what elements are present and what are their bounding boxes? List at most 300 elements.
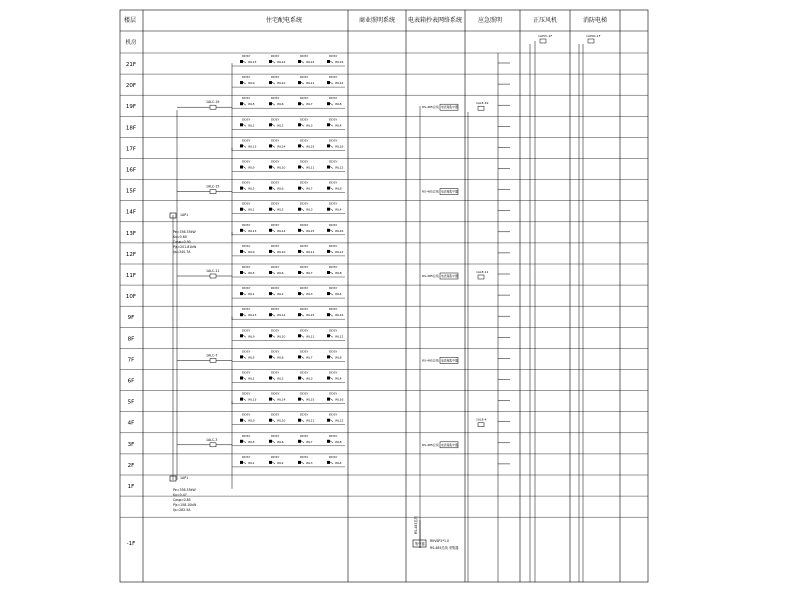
meter-breaker bbox=[301, 378, 304, 380]
floor-label: 17F bbox=[125, 146, 137, 153]
emergency-panel-box bbox=[478, 106, 484, 110]
dist-panel bbox=[206, 269, 219, 278]
meter-wl-label: WL14 bbox=[277, 313, 286, 318]
meter-top-label: DDSY bbox=[271, 370, 280, 375]
meter-symbol bbox=[327, 419, 330, 422]
meter-symbol bbox=[327, 250, 330, 253]
meter-top-label: DDSY bbox=[329, 286, 338, 291]
meter-symbol bbox=[327, 144, 330, 147]
load-calc-base bbox=[173, 488, 197, 512]
meter-top-label: DDSY bbox=[271, 412, 280, 417]
floor-label: 6F bbox=[127, 378, 135, 385]
meter-symbol bbox=[240, 250, 243, 253]
meter-top-label: DDSY bbox=[271, 349, 280, 354]
meter-top-label: DDSY bbox=[329, 433, 338, 438]
panels bbox=[170, 34, 601, 481]
meter-breaker bbox=[272, 188, 275, 190]
meter-top-label: DDSY bbox=[242, 159, 251, 164]
meter-box-label: 电表箱集中器 bbox=[441, 442, 458, 447]
meter-wl-label: WL3 bbox=[306, 207, 313, 212]
meter-breaker bbox=[301, 145, 304, 147]
meter-breaker bbox=[243, 124, 246, 126]
meter-top-label: DDSY bbox=[300, 391, 309, 396]
meter-top-label: DDSY bbox=[300, 201, 309, 206]
meter-breaker bbox=[330, 272, 333, 274]
meter-row bbox=[232, 434, 345, 446]
floor-label: 1F bbox=[127, 484, 135, 490]
meter-symbol bbox=[240, 144, 243, 147]
load-mid-cos: Cosφ=0.90 bbox=[173, 240, 191, 244]
meter-wl-label: WL12 bbox=[335, 334, 344, 339]
meter-symbol bbox=[269, 166, 272, 169]
meter-symbol bbox=[327, 187, 330, 190]
meter-top-label: DDSY bbox=[242, 96, 251, 101]
meter-box-label: 电表箱集中器 bbox=[441, 189, 458, 194]
meter-breaker bbox=[330, 314, 333, 316]
meter-wl-label: WL15 bbox=[306, 60, 315, 64]
floor-label: 13F bbox=[125, 230, 137, 237]
meter-wl-label: WL11 bbox=[306, 165, 315, 170]
meter-box-label: 电表箱集中器 bbox=[441, 358, 458, 363]
meter-breaker bbox=[243, 145, 246, 147]
meter-top-label: DDSY bbox=[329, 96, 338, 101]
meter-wl-label: WL1 bbox=[248, 123, 255, 128]
meter-wl-label: WL5 bbox=[248, 439, 255, 444]
meter-breaker bbox=[301, 293, 304, 295]
meter-row bbox=[232, 75, 345, 87]
meter-symbol bbox=[327, 313, 330, 316]
meter-wl-label: WL14 bbox=[277, 60, 286, 64]
meter-top-label: DDSY bbox=[271, 265, 280, 269]
meter-symbol bbox=[269, 60, 272, 63]
load-mid-ijs: Ijs=340.7A bbox=[173, 250, 191, 254]
fan-panel-box bbox=[540, 39, 546, 43]
floor-label: 16F bbox=[125, 167, 137, 174]
meter-symbol bbox=[240, 461, 243, 464]
meter-top-label: DDSY bbox=[300, 117, 309, 122]
meter-symbol bbox=[240, 187, 243, 190]
meter-top-label: DDSY bbox=[329, 201, 338, 206]
meter-wl-label: WL14 bbox=[277, 144, 286, 149]
meter-breaker bbox=[301, 209, 304, 211]
meter-symbol bbox=[298, 398, 301, 401]
meter-row bbox=[232, 392, 345, 404]
meter-symbol bbox=[269, 355, 272, 358]
basement-cable-label: RVVSP2*1.0 bbox=[430, 539, 450, 543]
emergency-panel-box bbox=[478, 275, 484, 279]
meter-symbol bbox=[298, 60, 301, 63]
meter-wl-label: WL2 bbox=[277, 207, 284, 212]
meter-top-label: DDSY bbox=[242, 138, 251, 143]
meter-breaker bbox=[272, 103, 275, 105]
meter-breaker bbox=[272, 145, 275, 147]
meter-wl-label: WL11 bbox=[306, 249, 315, 254]
meter-wl-label: WL6 bbox=[277, 355, 284, 360]
load-mid-pe: Pe=336.35kW bbox=[173, 230, 196, 234]
meter-top-label: DDSY bbox=[300, 307, 309, 312]
meter-breaker bbox=[272, 356, 275, 358]
meter-top-label: DDSY bbox=[271, 180, 280, 185]
load-base-ijs: Ijs=282.5A bbox=[173, 508, 191, 512]
floor-label: 4F bbox=[127, 420, 135, 427]
meter-symbol bbox=[298, 313, 301, 316]
meter-row bbox=[232, 413, 345, 425]
meter-wl-label: WL10 bbox=[277, 249, 286, 254]
meter-concentrator bbox=[422, 442, 458, 448]
meter-symbol bbox=[240, 102, 243, 105]
emergency-panel-label: 1ALE-19 bbox=[476, 101, 489, 106]
meter-wl-label: WL9 bbox=[248, 249, 255, 254]
meter-row bbox=[232, 455, 345, 467]
meter-top-label: DDSY bbox=[271, 159, 280, 164]
meter-wl-label: WL10 bbox=[277, 418, 286, 423]
meter-top-label: DDSY bbox=[242, 391, 251, 396]
meter-symbol bbox=[240, 377, 243, 380]
meter-wl-label: WL16 bbox=[335, 228, 344, 233]
meter-wl-label: WL1 bbox=[248, 460, 255, 465]
meter-symbol bbox=[327, 166, 330, 169]
meter-top-label: DDSY bbox=[329, 391, 338, 396]
meter-top-label: DDSY bbox=[271, 96, 280, 101]
meter-wl-label: WL3 bbox=[306, 376, 313, 381]
meter-top-label: DDSY bbox=[242, 286, 251, 291]
meter-breaker bbox=[301, 230, 304, 232]
meter-top-label: DDSY bbox=[271, 201, 280, 206]
dist-panel-box bbox=[210, 358, 216, 362]
meter-wl-label: WL6 bbox=[277, 271, 284, 275]
meter-breaker bbox=[330, 441, 333, 443]
meter-row bbox=[232, 96, 345, 108]
dist-panel-box bbox=[210, 190, 216, 194]
meter-top-label: DDSY bbox=[300, 54, 309, 58]
meter-top-label: DDSY bbox=[300, 349, 309, 354]
meter-bus-label: RS-485总线 bbox=[422, 442, 439, 447]
meter-symbol bbox=[240, 208, 243, 211]
meter-top-label: DDSY bbox=[329, 159, 338, 164]
meter-top-label: DDSY bbox=[271, 243, 280, 248]
meter-box-label: 电表箱集中器 bbox=[441, 274, 458, 278]
meter-symbol bbox=[269, 123, 272, 126]
emergency-panel bbox=[476, 418, 487, 427]
meter-bus-label: RS-485总线 bbox=[422, 274, 439, 278]
meter-symbol bbox=[269, 334, 272, 337]
floor-label: 5F bbox=[127, 399, 135, 406]
meter-wl-label: WL16 bbox=[335, 60, 344, 64]
meter-symbol bbox=[298, 419, 301, 422]
meter-breaker bbox=[301, 61, 304, 63]
meter-wl-label: WL9 bbox=[248, 81, 255, 86]
floor-label: 3F bbox=[127, 441, 135, 448]
meter-wl-label: WL6 bbox=[277, 186, 284, 191]
meter-breaker bbox=[301, 167, 304, 169]
meter-bus-label: RS-485总线 bbox=[422, 358, 439, 363]
meter-bus-label: RS-485总线 bbox=[422, 105, 439, 110]
emergency-panel-box bbox=[478, 423, 484, 427]
meter-wl-label: WL16 bbox=[335, 397, 344, 402]
meter-breaker bbox=[243, 167, 246, 169]
meter-top-label: DDSY bbox=[271, 138, 280, 143]
load-base-pjs: Pjs=158.10kW bbox=[173, 503, 197, 507]
meter-symbol bbox=[298, 271, 301, 274]
meter-breaker bbox=[330, 378, 333, 380]
meter-breaker bbox=[243, 230, 246, 232]
load-mid-pjs: Pjs=201.81kW bbox=[173, 245, 197, 249]
meter-top-label: DDSY bbox=[242, 180, 251, 185]
meter-symbol bbox=[269, 208, 272, 211]
meter-breaker bbox=[272, 399, 275, 401]
meter-top-label: DDSY bbox=[242, 201, 251, 206]
meter-symbol bbox=[327, 81, 330, 84]
meter-breaker bbox=[272, 167, 275, 169]
meter-top-label: DDSY bbox=[300, 180, 309, 185]
meter-breaker bbox=[330, 82, 333, 84]
load-base-pe: Pe=336.35kW bbox=[173, 488, 196, 492]
meter-breaker bbox=[272, 441, 275, 443]
meter-top-label: DDSY bbox=[242, 412, 251, 417]
meter-breaker bbox=[330, 167, 333, 169]
meter-top-label: DDSY bbox=[300, 412, 309, 417]
meter-symbol bbox=[269, 229, 272, 232]
meter-row bbox=[232, 181, 345, 193]
meter-symbol bbox=[269, 250, 272, 253]
meter-top-label: DDSY bbox=[242, 328, 251, 333]
meter-breaker bbox=[272, 462, 275, 464]
header-elevator: 消防电梯 bbox=[582, 17, 608, 24]
meter-top-label: DDSY bbox=[300, 96, 309, 101]
meter-symbol bbox=[327, 60, 330, 63]
meter-breaker bbox=[330, 420, 333, 422]
header-emergency: 应急照明 bbox=[477, 17, 503, 24]
meter-top-label: DDSY bbox=[329, 412, 338, 417]
fan-panel-label: 1APYC-1F bbox=[538, 34, 553, 38]
meter-wl-label: WL12 bbox=[335, 81, 344, 86]
meter-top-label: DDSY bbox=[329, 117, 338, 122]
meter-wl-label: WL3 bbox=[306, 123, 313, 128]
meter-breaker bbox=[272, 420, 275, 422]
meter-row bbox=[232, 286, 345, 298]
meter-top-label: DDSY bbox=[271, 286, 280, 291]
meter-symbol bbox=[298, 144, 301, 147]
meter-symbol bbox=[269, 102, 272, 105]
meter-symbol bbox=[269, 187, 272, 190]
elevator-panel-box bbox=[588, 39, 594, 43]
meter-top-label: DDSY bbox=[271, 307, 280, 312]
meter-wl-label: WL9 bbox=[248, 418, 255, 423]
meter-breaker bbox=[330, 103, 333, 105]
meter-top-label: DDSY bbox=[300, 75, 309, 80]
meter-wl-label: WL8 bbox=[335, 102, 342, 107]
emergency-panel bbox=[476, 270, 489, 279]
meter-breaker bbox=[330, 356, 333, 358]
meter-breaker bbox=[272, 209, 275, 211]
meter-wl-label: WL1 bbox=[248, 207, 255, 212]
meter-top-label: DDSY bbox=[329, 349, 338, 354]
meter-wl-label: WL11 bbox=[306, 334, 315, 339]
meter-symbol bbox=[240, 60, 243, 63]
meter-top-label: DDSY bbox=[329, 54, 338, 58]
meter-breaker bbox=[243, 314, 246, 316]
meter-symbol bbox=[240, 440, 243, 443]
meter-wl-label: WL5 bbox=[248, 271, 255, 275]
meter-top-label: DDSY bbox=[242, 349, 251, 354]
meter-symbol bbox=[298, 377, 301, 380]
meter-top-label: DDSY bbox=[329, 328, 338, 333]
load-base-cos: Cosφ=0.85 bbox=[173, 498, 191, 502]
meter-wl-label: WL12 bbox=[335, 418, 344, 423]
meter-wl-label: WL8 bbox=[335, 439, 342, 444]
floor-label: 14F bbox=[125, 209, 137, 216]
meter-symbol bbox=[298, 250, 301, 253]
meter-wl-label: WL4 bbox=[335, 460, 342, 465]
meter-breaker bbox=[330, 188, 333, 190]
meter-wl-label: WL10 bbox=[277, 334, 286, 339]
meter-wl-label: WL4 bbox=[335, 123, 342, 128]
main-panel-base bbox=[170, 476, 188, 481]
meter-top-label: DDSY bbox=[329, 265, 338, 269]
meter-wl-label: WL11 bbox=[306, 81, 315, 86]
meter-symbol bbox=[240, 313, 243, 316]
meter-breaker bbox=[301, 399, 304, 401]
meter-breaker bbox=[330, 335, 333, 337]
meter-symbol bbox=[269, 144, 272, 147]
meter-top-label: DDSY bbox=[300, 243, 309, 248]
meter-symbol bbox=[298, 208, 301, 211]
meter-wl-label: WL7 bbox=[306, 355, 313, 360]
meter-breaker bbox=[330, 251, 333, 253]
meter-symbol bbox=[240, 229, 243, 232]
meter-breaker bbox=[243, 378, 246, 380]
meter-top-label: DDSY bbox=[329, 138, 338, 143]
header-meter: 电表箱抄表网络系统 bbox=[407, 17, 463, 24]
meter-wl-label: WL9 bbox=[248, 165, 255, 170]
meter-wl-label: WL13 bbox=[248, 228, 257, 233]
meter-top-label: DDSY bbox=[271, 54, 280, 58]
emergency-panel bbox=[476, 101, 489, 110]
floor-label: 18F bbox=[125, 125, 137, 132]
meter-symbol bbox=[240, 355, 243, 358]
meter-box-label: 电表箱集中器 bbox=[441, 105, 458, 110]
meter-wl-label: WL5 bbox=[248, 102, 255, 107]
meter-top-label: DDSY bbox=[300, 265, 309, 269]
meter-symbol bbox=[298, 166, 301, 169]
meter-row bbox=[232, 160, 345, 172]
meter-row bbox=[232, 138, 345, 150]
floor-label: 11F bbox=[125, 273, 137, 279]
meter-wl-label: WL10 bbox=[277, 81, 286, 86]
header-floor: 楼层 bbox=[123, 17, 137, 24]
dist-panel-box bbox=[210, 443, 216, 447]
meter-symbol bbox=[269, 313, 272, 316]
meter-row bbox=[232, 307, 345, 319]
meter-wl-label: WL2 bbox=[277, 460, 284, 465]
meter-breaker bbox=[243, 356, 246, 358]
meter-symbol bbox=[298, 81, 301, 84]
fan-panel bbox=[538, 34, 552, 43]
meter-symbol bbox=[327, 355, 330, 358]
dist-panel-label: 1ALC-19 bbox=[206, 100, 220, 105]
meter-top-label: DDSY bbox=[300, 433, 309, 438]
meter-breaker bbox=[330, 124, 333, 126]
meter-top-label: DDSY bbox=[300, 328, 309, 333]
meter-wl-label: WL13 bbox=[248, 313, 257, 318]
meter-concentrator bbox=[422, 104, 458, 110]
elevator-panel-label: 1APXC-1F bbox=[586, 34, 601, 38]
meter-top-label: DDSY bbox=[329, 370, 338, 375]
meter-wl-label: WL7 bbox=[306, 439, 313, 444]
meter-wl-label: WL7 bbox=[306, 271, 313, 275]
meter-symbol bbox=[327, 377, 330, 380]
meter-symbol bbox=[240, 123, 243, 126]
dist-panel bbox=[206, 185, 219, 194]
meter-breaker bbox=[301, 251, 304, 253]
meter-wl-label: WL2 bbox=[277, 292, 284, 297]
meter-symbol bbox=[298, 102, 301, 105]
meter-top-label: DDSY bbox=[242, 370, 251, 375]
meter-breaker bbox=[243, 335, 246, 337]
meter-symbol bbox=[327, 123, 330, 126]
meter-concentrator bbox=[422, 273, 458, 279]
dist-panel-label: 1ALC-3 bbox=[206, 437, 218, 442]
meter-breaker bbox=[272, 378, 275, 380]
meter-symbol bbox=[298, 334, 301, 337]
meter-wl-label: WL7 bbox=[306, 102, 313, 107]
meter-row bbox=[232, 244, 345, 256]
floor-label: 12F bbox=[125, 251, 137, 258]
meter-concentrator bbox=[422, 189, 458, 195]
meter-breaker bbox=[272, 82, 275, 84]
meter-wl-label: WL13 bbox=[248, 397, 257, 402]
meter-breaker bbox=[243, 420, 246, 422]
load-mid-kx: Kx=0.60 bbox=[173, 235, 187, 239]
meter-breaker bbox=[243, 293, 246, 295]
floor-label: 15F bbox=[125, 188, 137, 195]
table-header bbox=[124, 16, 607, 24]
meter-row bbox=[232, 328, 345, 340]
meter-breaker bbox=[301, 272, 304, 274]
meter-row bbox=[232, 223, 345, 235]
meter-wl-label: WL10 bbox=[277, 165, 286, 170]
meter-row bbox=[232, 265, 345, 277]
meter-breaker bbox=[272, 230, 275, 232]
meter-wl-label: WL12 bbox=[335, 165, 344, 170]
floor-label: 20F bbox=[125, 83, 137, 90]
meter-symbol bbox=[298, 123, 301, 126]
meter-wl-label: WL12 bbox=[335, 249, 344, 254]
meter-wl-label: WL15 bbox=[306, 397, 315, 402]
dist-panel-box bbox=[210, 274, 216, 278]
meter-breaker bbox=[243, 462, 246, 464]
meter-breaker bbox=[243, 399, 246, 401]
meter-symbol bbox=[327, 440, 330, 443]
meter-breaker bbox=[301, 462, 304, 464]
meter-breaker bbox=[272, 124, 275, 126]
dist-panel bbox=[206, 353, 217, 362]
meter-top-label: DDSY bbox=[271, 391, 280, 396]
meter-breaker bbox=[301, 441, 304, 443]
meter-top-label: DDSY bbox=[242, 54, 251, 58]
meter-bus-label: RS-485总线 bbox=[422, 189, 439, 194]
meter-breaker bbox=[330, 462, 333, 464]
meter-breaker bbox=[243, 441, 246, 443]
floor-label: 机房 bbox=[125, 40, 137, 46]
meter-breaker bbox=[330, 61, 333, 63]
meter-symbol bbox=[327, 398, 330, 401]
meter-breaker bbox=[330, 230, 333, 232]
floor-label: -1F bbox=[126, 541, 136, 547]
meter-wl-label: WL13 bbox=[248, 60, 257, 64]
meter-breaker bbox=[330, 209, 333, 211]
meter-symbol bbox=[327, 292, 330, 295]
